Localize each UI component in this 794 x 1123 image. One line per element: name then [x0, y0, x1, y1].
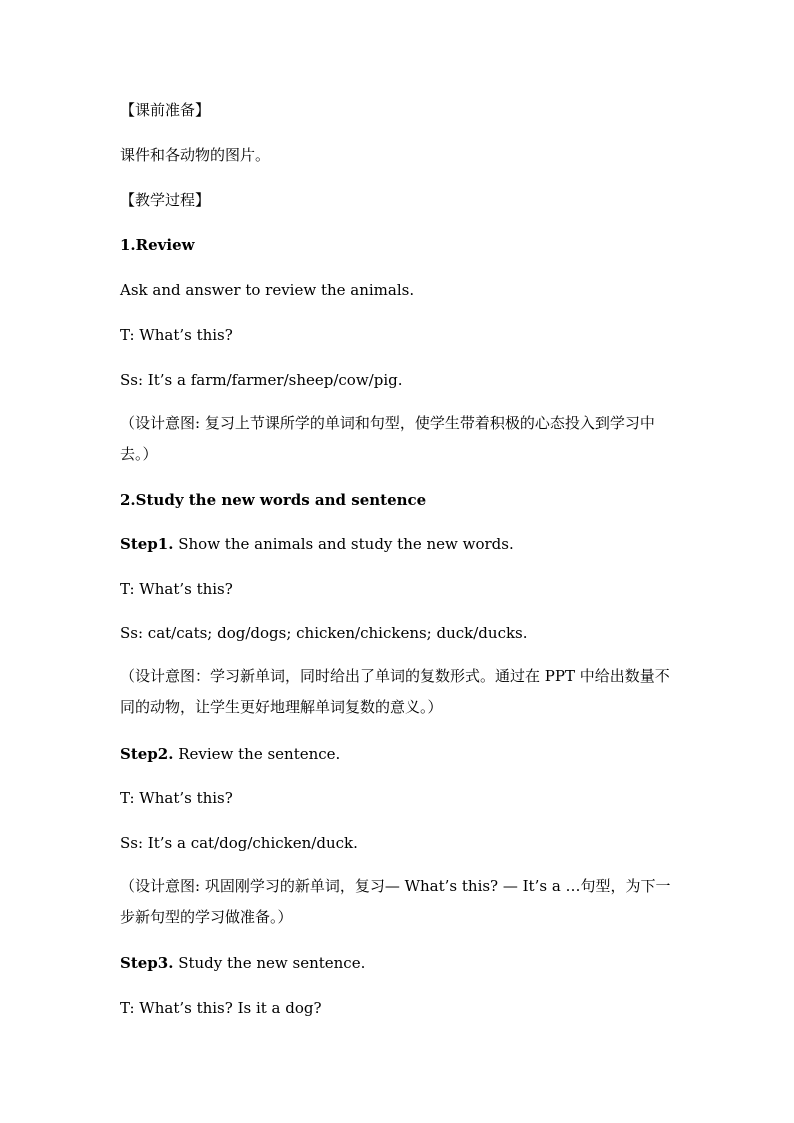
step1-text: Show the animals and study the new words.: [173, 535, 514, 553]
review-students-line: Ss: It’s a farm/farmer/sheep/cow/pig.: [120, 371, 403, 389]
step2-design-note: （设计意图: 巩固刚学习的新单词，复习— What’s this? — It’s a …句型，为下一步新句型的学习做准备。）: [120, 877, 671, 926]
study-heading: 2.Study the new words and sentence: [120, 491, 427, 509]
step3-line: [120, 952, 680, 974]
review-design-note: （设计意图: 复习上节课所学的单词和句型，使学生带着积极的心态投入到学习中去。）: [120, 414, 655, 463]
step2-text: Review the sentence.: [173, 745, 341, 763]
step1-design-note: （设计意图：学习新单词，同时给出了单词的复数形式。通过在 PPT 中给出数量不同的动物，让学生更好地理解单词复数的意义。）: [120, 667, 670, 716]
step3-label: Step3.: [120, 954, 174, 972]
step1-teacher-line: T: What’s this?: [120, 580, 233, 598]
step3-teacher-line: T: What’s this? Is it a dog?: [120, 999, 322, 1017]
review-heading: 1.Review: [120, 236, 195, 254]
step2-teacher-line: T: What’s this?: [120, 789, 233, 807]
process-heading: 【教学过程】: [120, 191, 211, 209]
step2-students-line: Ss: It’s a cat/dog/chicken/duck.: [120, 834, 358, 852]
step1-line: [120, 533, 680, 555]
review-intro: Ask and answer to review the animals.: [120, 281, 415, 299]
step2-line: [120, 743, 680, 765]
step1-label: Step1.: [120, 535, 174, 553]
prep-text: 课件和各动物的图片。: [120, 146, 271, 164]
step1-students-line: Ss: cat/cats; dog/dogs; chicken/chickens; duck/ducks.: [120, 624, 528, 642]
review-teacher-line: T: What’s this?: [120, 326, 233, 344]
step3-text: Study the new sentence.: [173, 954, 366, 972]
prep-heading: 【课前准备】: [120, 101, 211, 119]
step2-label: Step2.: [120, 745, 174, 763]
